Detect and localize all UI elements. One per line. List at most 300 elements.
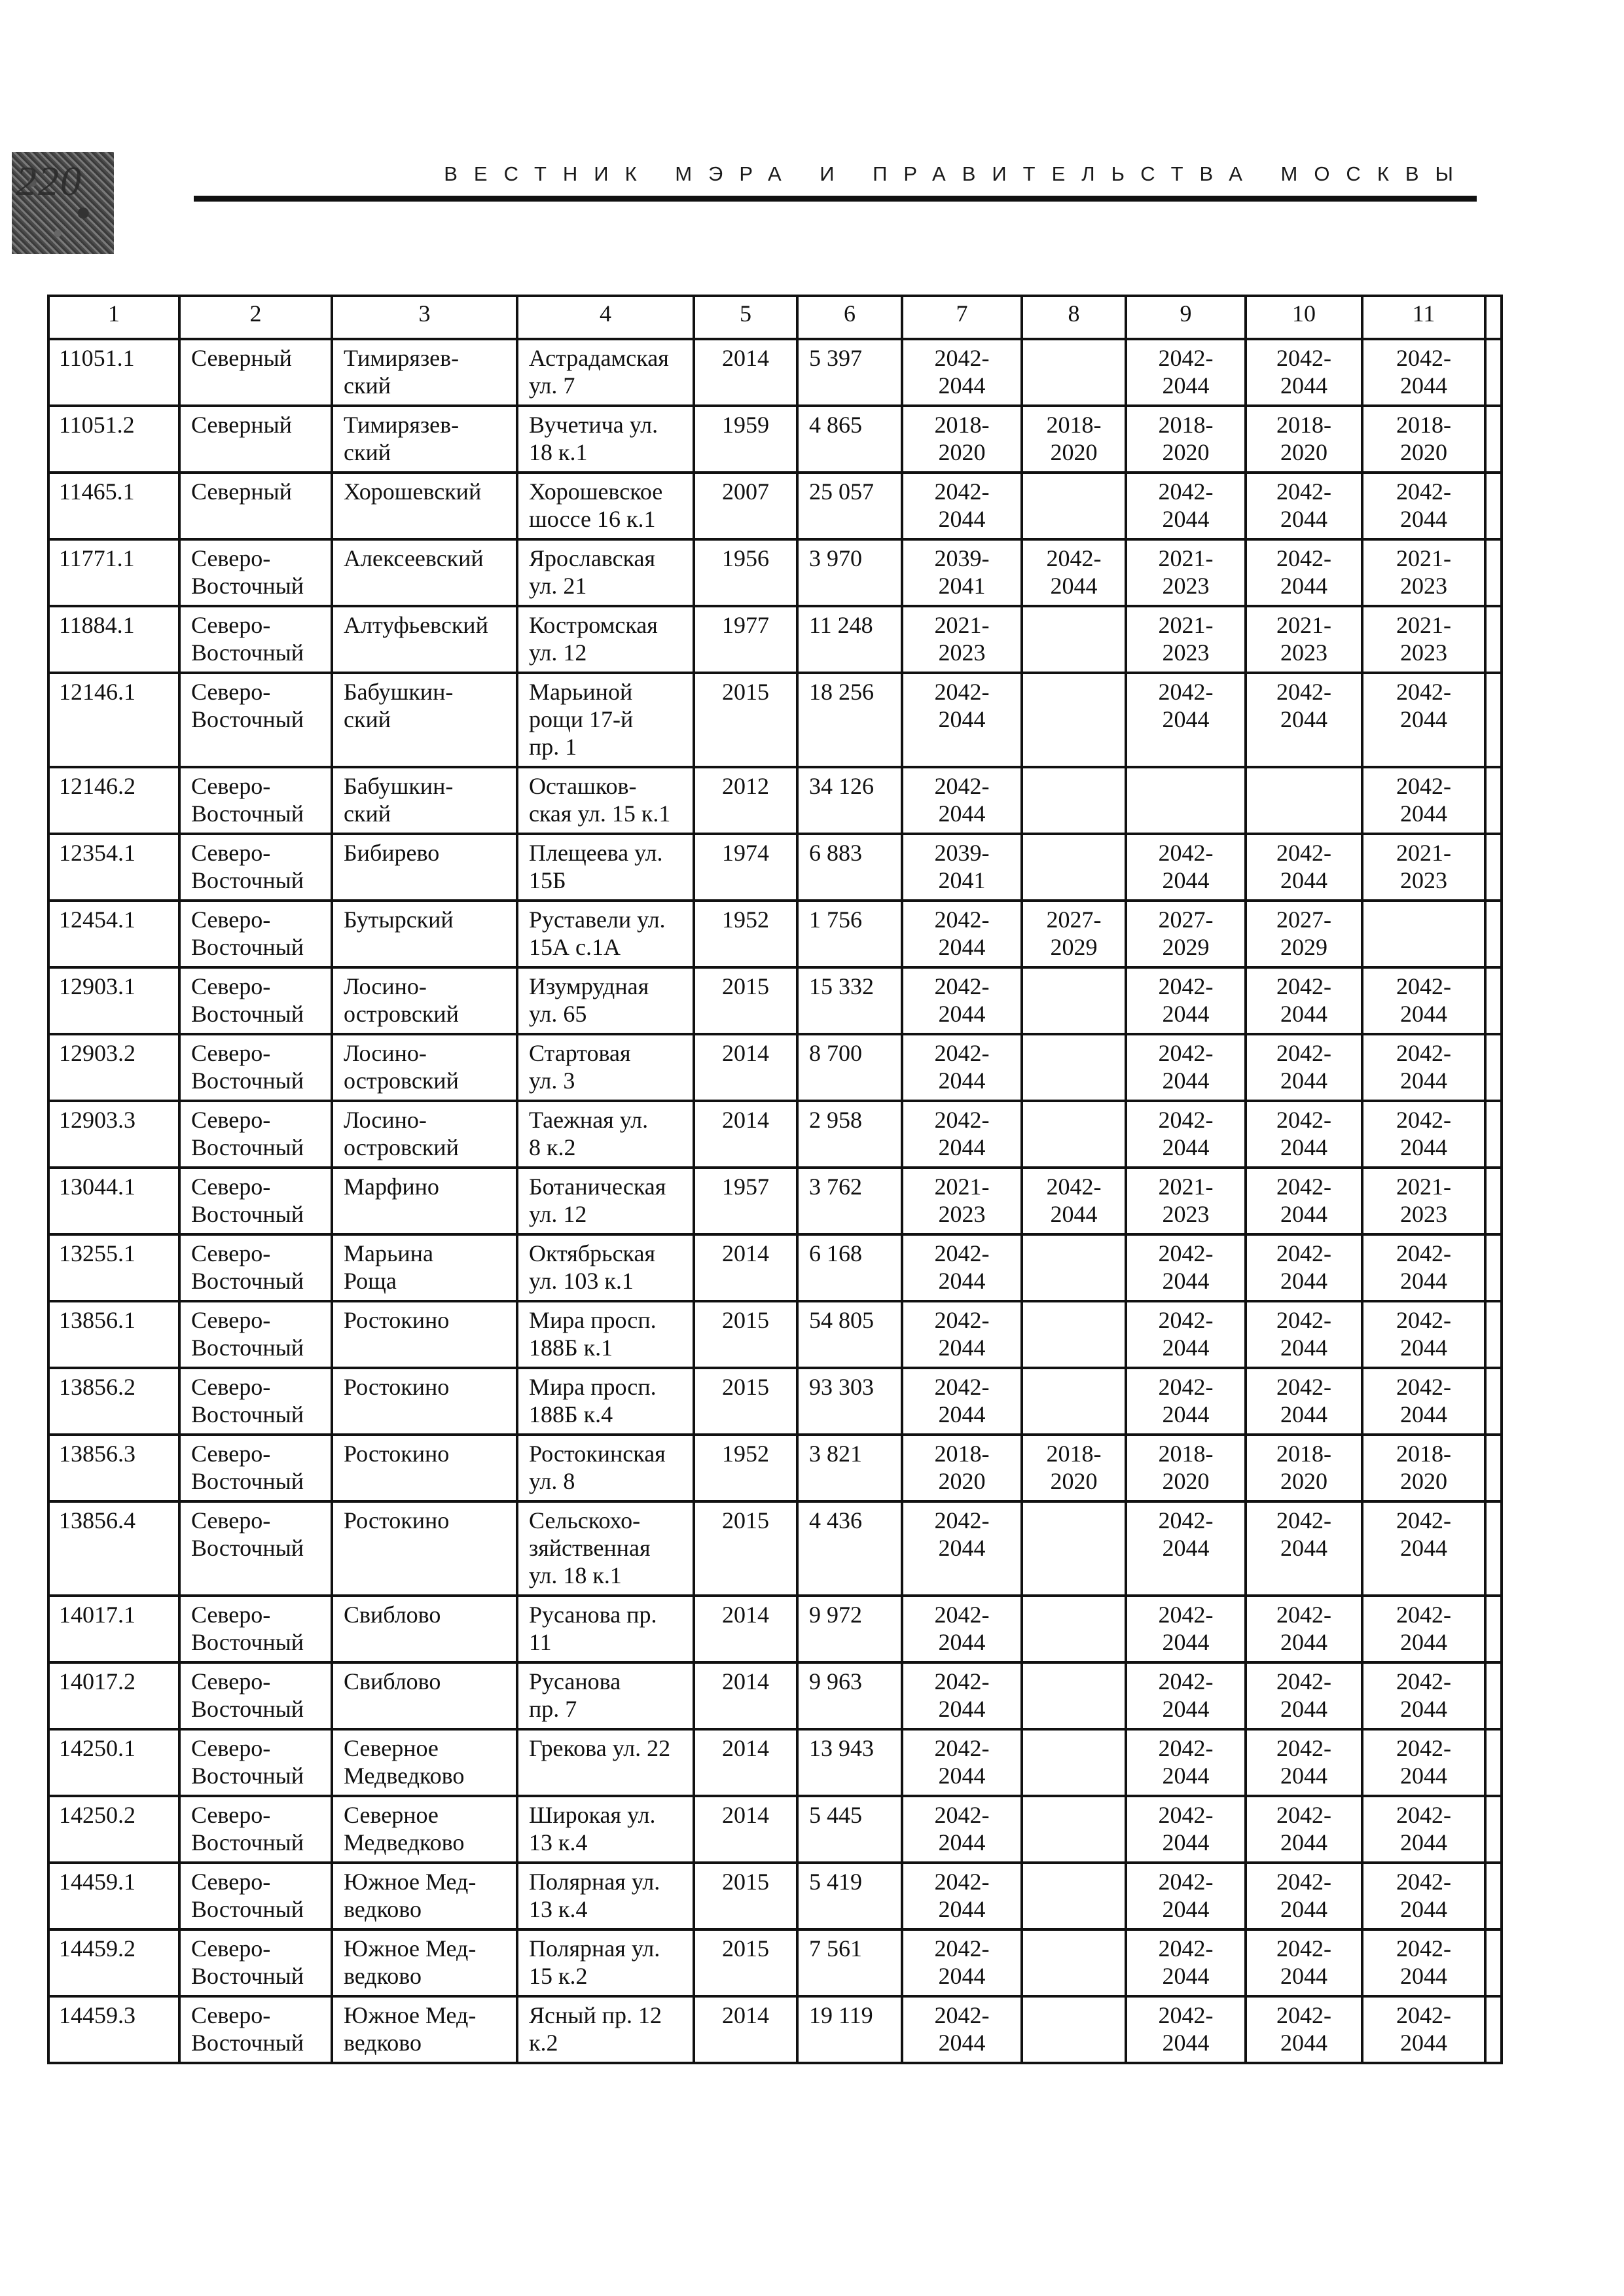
extra-cell [1485,1301,1502,1368]
object-id-cell: 12146.2 [48,767,179,834]
period-7-cell: 2042- 2044 [902,767,1022,834]
floor-area-cell: 9 963 [797,1662,902,1729]
period-7-cell: 2021- 2023 [902,1168,1022,1234]
area-cell: Хорошевский [332,473,517,539]
build-year-cell: 2012 [694,767,797,834]
area-cell: Южное Мед- ведково [332,1929,517,1996]
extra-cell [1485,1996,1502,2063]
address-cell: Руставели ул. 15А с.1А [517,901,694,967]
address-cell: Вучетича ул. 18 к.1 [517,406,694,473]
period-7-cell: 2042- 2044 [902,1234,1022,1301]
period-10-cell [1246,767,1362,834]
object-id-cell: 14250.2 [48,1796,179,1863]
period-10-cell: 2042- 2044 [1246,1368,1362,1435]
period-8-cell [1022,339,1126,406]
extra-cell [1485,1596,1502,1662]
extra-cell [1485,473,1502,539]
floor-area-cell: 34 126 [797,767,902,834]
area-cell: Лосино- островский [332,967,517,1034]
district-cell: Северный [179,473,332,539]
extra-cell [1485,339,1502,406]
period-8-cell [1022,1368,1126,1435]
object-id-cell: 13044.1 [48,1168,179,1234]
area-cell: Северное Медведково [332,1796,517,1863]
period-7-cell: 2042- 2044 [902,1929,1022,1996]
build-year-cell: 2014 [694,1796,797,1863]
object-id-cell: 14017.2 [48,1662,179,1729]
floor-area-cell: 1 756 [797,901,902,967]
table-row [48,1234,1502,1301]
period-10-cell: 2027- 2029 [1246,901,1362,967]
column-header-11: 11 [1362,296,1485,339]
floor-area-cell: 6 883 [797,834,902,901]
period-10-cell: 2042- 2044 [1246,1168,1362,1234]
district-cell: Северо- Восточный [179,1168,332,1234]
period-7-cell: 2042- 2044 [902,339,1022,406]
table-row [48,539,1502,606]
object-id-cell: 11051.2 [48,406,179,473]
build-year-cell: 2015 [694,967,797,1034]
period-8-cell [1022,1101,1126,1168]
period-10-cell: 2042- 2044 [1246,834,1362,901]
column-header-7: 7 [902,296,1022,339]
period-10-cell: 2042- 2044 [1246,473,1362,539]
period-8-cell [1022,967,1126,1034]
period-11-cell: 2042- 2044 [1362,1034,1485,1101]
period-7-cell: 2018- 2020 [902,1435,1022,1501]
period-11-cell: 2042- 2044 [1362,473,1485,539]
period-11-cell: 2042- 2044 [1362,1301,1485,1368]
period-9-cell: 2042- 2044 [1126,1301,1246,1368]
period-7-cell: 2018- 2020 [902,406,1022,473]
floor-area-cell: 13 943 [797,1729,902,1796]
object-id-cell: 12903.1 [48,967,179,1034]
table-row [48,606,1502,673]
period-9-cell: 2042- 2044 [1126,967,1246,1034]
district-cell: Северо- Восточный [179,1034,332,1101]
period-8-cell [1022,767,1126,834]
period-11-cell: 2018- 2020 [1362,406,1485,473]
period-7-cell: 2042- 2044 [902,967,1022,1034]
period-10-cell: 2042- 2044 [1246,1729,1362,1796]
district-cell: Северо- Восточный [179,1863,332,1929]
area-cell: Бабушкин- ский [332,673,517,767]
period-7-cell: 2042- 2044 [902,901,1022,967]
floor-area-cell: 4 436 [797,1501,902,1596]
district-cell: Северо- Восточный [179,673,332,767]
district-cell: Северо- Восточный [179,1368,332,1435]
period-9-cell: 2042- 2044 [1126,1501,1246,1596]
area-cell: Алексеевский [332,539,517,606]
area-cell: Марьина Роща [332,1234,517,1301]
area-cell: Лосино- островский [332,1101,517,1168]
build-year-cell: 2015 [694,1501,797,1596]
period-8-cell [1022,1996,1126,2063]
period-7-cell: 2042- 2044 [902,473,1022,539]
period-10-cell: 2042- 2044 [1246,1662,1362,1729]
district-cell: Северо- Восточный [179,967,332,1034]
build-year-cell: 2015 [694,673,797,767]
area-cell: Северное Медведково [332,1729,517,1796]
period-8-cell [1022,1234,1126,1301]
address-cell: Изумрудная ул. 65 [517,967,694,1034]
period-7-cell: 2042- 2044 [902,1501,1022,1596]
object-id-cell: 13856.2 [48,1368,179,1435]
extra-cell [1485,1501,1502,1596]
district-cell: Северо- Восточный [179,1301,332,1368]
district-cell: Северо- Восточный [179,1435,332,1501]
table-row [48,1101,1502,1168]
area-cell: Ростокино [332,1368,517,1435]
address-cell: Ярославская ул. 21 [517,539,694,606]
district-cell: Северный [179,339,332,406]
period-11-cell: 2021- 2023 [1362,1168,1485,1234]
column-header-9: 9 [1126,296,1246,339]
period-10-cell: 2042- 2044 [1246,1796,1362,1863]
address-cell: Таежная ул. 8 к.2 [517,1101,694,1168]
table-row [48,339,1502,406]
table-row [48,1596,1502,1662]
floor-area-cell: 4 865 [797,406,902,473]
object-id-cell: 13856.3 [48,1435,179,1501]
build-year-cell: 2007 [694,473,797,539]
header-rule [194,196,1477,202]
period-7-cell: 2039- 2041 [902,539,1022,606]
table-row [48,1863,1502,1929]
extra-cell [1485,539,1502,606]
period-9-cell: 2018- 2020 [1126,1435,1246,1501]
period-11-cell: 2042- 2044 [1362,673,1485,767]
period-11-cell: 2042- 2044 [1362,1929,1485,1996]
area-cell: Ростокино [332,1301,517,1368]
table-row [48,1796,1502,1863]
extra-cell [1485,1168,1502,1234]
object-id-cell: 11884.1 [48,606,179,673]
floor-area-cell: 3 970 [797,539,902,606]
extra-cell [1485,967,1502,1034]
period-11-cell: 2042- 2044 [1362,1234,1485,1301]
build-year-cell: 2015 [694,1301,797,1368]
period-7-cell: 2039- 2041 [902,834,1022,901]
area-cell: Южное Мед- ведково [332,1863,517,1929]
floor-area-cell: 6 168 [797,1234,902,1301]
period-10-cell: 2018- 2020 [1246,406,1362,473]
address-cell: Ясный пр. 12 к.2 [517,1996,694,2063]
address-cell: Русанова пр. 11 [517,1596,694,1662]
extra-cell [1485,1101,1502,1168]
extra-cell [1485,1863,1502,1929]
district-cell: Северный [179,406,332,473]
period-8-cell [1022,1301,1126,1368]
period-10-cell: 2042- 2044 [1246,673,1362,767]
table-row [48,1168,1502,1234]
floor-area-cell: 8 700 [797,1034,902,1101]
period-7-cell: 2042- 2044 [902,1301,1022,1368]
period-11-cell: 2042- 2044 [1362,1501,1485,1596]
extra-cell [1485,901,1502,967]
period-8-cell [1022,1729,1126,1796]
floor-area-cell: 15 332 [797,967,902,1034]
address-cell: Плещеева ул. 15Б [517,834,694,901]
area-cell: Лосино- островский [332,1034,517,1101]
period-10-cell: 2042- 2044 [1246,1596,1362,1662]
period-10-cell: 2042- 2044 [1246,967,1362,1034]
period-11-cell: 2042- 2044 [1362,1796,1485,1863]
extra-cell [1485,1368,1502,1435]
district-cell: Северо- Восточный [179,767,332,834]
period-8-cell: 2018- 2020 [1022,1435,1126,1501]
area-cell: Бибирево [332,834,517,901]
period-10-cell: 2042- 2044 [1246,1101,1362,1168]
period-8-cell [1022,1501,1126,1596]
district-cell: Северо- Восточный [179,1596,332,1662]
floor-area-cell: 93 303 [797,1368,902,1435]
period-11-cell: 2042- 2044 [1362,1729,1485,1796]
table-row [48,1435,1502,1501]
object-id-cell: 14017.1 [48,1596,179,1662]
building-registry-table [47,295,1503,2064]
period-9-cell: 2042- 2044 [1126,339,1246,406]
period-7-cell: 2042- 2044 [902,1729,1022,1796]
period-9-cell: 2042- 2044 [1126,1662,1246,1729]
build-year-cell: 2014 [694,1234,797,1301]
extra-cell [1485,1435,1502,1501]
period-9-cell: 2042- 2044 [1126,1996,1246,2063]
period-7-cell: 2042- 2044 [902,1796,1022,1863]
floor-area-cell: 19 119 [797,1996,902,2063]
period-7-cell: 2042- 2044 [902,1996,1022,2063]
area-cell: Алтуфьевский [332,606,517,673]
period-11-cell: 2042- 2044 [1362,1863,1485,1929]
period-10-cell: 2042- 2044 [1246,1301,1362,1368]
district-cell: Северо- Восточный [179,1729,332,1796]
address-cell: Ростокинская ул. 8 [517,1435,694,1501]
period-9-cell: 2042- 2044 [1126,834,1246,901]
floor-area-cell: 5 397 [797,339,902,406]
object-id-cell: 14459.3 [48,1996,179,2063]
district-cell: Северо- Восточный [179,1234,332,1301]
district-cell: Северо- Восточный [179,1796,332,1863]
period-11-cell [1362,901,1485,967]
period-9-cell [1126,767,1246,834]
table-row [48,473,1502,539]
district-cell: Северо- Восточный [179,606,332,673]
area-cell: Ростокино [332,1501,517,1596]
object-id-cell: 12454.1 [48,901,179,967]
table-row [48,767,1502,834]
period-11-cell: 2042- 2044 [1362,339,1485,406]
period-9-cell: 2018- 2020 [1126,406,1246,473]
object-id-cell: 12903.3 [48,1101,179,1168]
address-cell: Грекова ул. 22 [517,1729,694,1796]
period-7-cell: 2042- 2044 [902,1863,1022,1929]
extra-cell [1485,606,1502,673]
period-10-cell: 2042- 2044 [1246,1234,1362,1301]
floor-area-cell: 3 762 [797,1168,902,1234]
district-cell: Северо- Восточный [179,1501,332,1596]
object-id-cell: 13856.4 [48,1501,179,1596]
build-year-cell: 1952 [694,901,797,967]
table-row [48,673,1502,767]
address-cell: Октябрьская ул. 103 к.1 [517,1234,694,1301]
column-header-8: 8 [1022,296,1126,339]
period-10-cell: 2042- 2044 [1246,1996,1362,2063]
period-8-cell [1022,1034,1126,1101]
object-id-cell: 14459.2 [48,1929,179,1996]
period-10-cell: 2018- 2020 [1246,1435,1362,1501]
column-header-1: 1 [48,296,179,339]
column-header-2: 2 [179,296,332,339]
period-7-cell: 2042- 2044 [902,1368,1022,1435]
period-7-cell: 2042- 2044 [902,1034,1022,1101]
address-cell: Осташков- ская ул. 15 к.1 [517,767,694,834]
address-cell: Полярная ул. 13 к.4 [517,1863,694,1929]
address-cell: Костромская ул. 12 [517,606,694,673]
period-8-cell [1022,606,1126,673]
period-11-cell: 2042- 2044 [1362,767,1485,834]
extra-cell [1485,767,1502,834]
table-row [48,901,1502,967]
column-header-6: 6 [797,296,902,339]
district-cell: Северо- Восточный [179,1929,332,1996]
period-10-cell: 2042- 2044 [1246,1929,1362,1996]
build-year-cell: 2014 [694,339,797,406]
extra-cell [1485,1796,1502,1863]
period-8-cell: 2042- 2044 [1022,539,1126,606]
period-11-cell: 2042- 2044 [1362,1368,1485,1435]
table-row [48,967,1502,1034]
table-row [48,406,1502,473]
period-10-cell: 2021- 2023 [1246,606,1362,673]
period-11-cell: 2042- 2044 [1362,967,1485,1034]
address-cell: Полярная ул. 15 к.2 [517,1929,694,1996]
build-year-cell: 2014 [694,1729,797,1796]
table-row [48,1662,1502,1729]
period-11-cell: 2021- 2023 [1362,834,1485,901]
build-year-cell: 1952 [694,1435,797,1501]
floor-area-cell: 2 958 [797,1101,902,1168]
table-row [48,834,1502,901]
extra-cell [1485,834,1502,901]
table-row [48,1929,1502,1996]
period-9-cell: 2042- 2044 [1126,1729,1246,1796]
floor-area-cell: 9 972 [797,1596,902,1662]
build-year-cell: 2014 [694,1596,797,1662]
object-id-cell: 13255.1 [48,1234,179,1301]
period-9-cell: 2042- 2044 [1126,1101,1246,1168]
area-cell: Бабушкин- ский [332,767,517,834]
period-11-cell: 2021- 2023 [1362,606,1485,673]
period-10-cell: 2042- 2044 [1246,539,1362,606]
object-id-cell: 12903.2 [48,1034,179,1101]
address-cell: Широкая ул. 13 к.4 [517,1796,694,1863]
period-10-cell: 2042- 2044 [1246,1501,1362,1596]
table-row [48,1034,1502,1101]
period-11-cell: 2042- 2044 [1362,1101,1485,1168]
column-header-5: 5 [694,296,797,339]
floor-area-cell: 18 256 [797,673,902,767]
address-cell: Астрадамская ул. 7 [517,339,694,406]
extra-cell [1485,1662,1502,1729]
build-year-cell: 2014 [694,1662,797,1729]
area-cell: Тимирязев- ский [332,339,517,406]
area-cell: Тимирязев- ский [332,406,517,473]
period-7-cell: 2021- 2023 [902,606,1022,673]
extra-cell [1485,673,1502,767]
table-header-row [48,296,1502,339]
address-cell: Мира просп. 188Б к.4 [517,1368,694,1435]
object-id-cell: 11771.1 [48,539,179,606]
build-year-cell: 2015 [694,1929,797,1996]
build-year-cell: 1977 [694,606,797,673]
period-9-cell: 2042- 2044 [1126,1596,1246,1662]
table-row [48,1996,1502,2063]
extra-cell [1485,1729,1502,1796]
build-year-cell: 2015 [694,1863,797,1929]
floor-area-cell: 5 419 [797,1863,902,1929]
area-cell: Бутырский [332,901,517,967]
build-year-cell: 1959 [694,406,797,473]
extra-cell [1485,1034,1502,1101]
area-cell: Ростокино [332,1435,517,1501]
period-7-cell: 2042- 2044 [902,1596,1022,1662]
column-header-4: 4 [517,296,694,339]
period-8-cell [1022,1863,1126,1929]
period-11-cell: 2042- 2044 [1362,1662,1485,1729]
column-header-10: 10 [1246,296,1362,339]
district-cell: Северо- Восточный [179,1996,332,2063]
object-id-cell: 11051.1 [48,339,179,406]
period-8-cell: 2018- 2020 [1022,406,1126,473]
build-year-cell: 1957 [694,1168,797,1234]
period-9-cell: 2027- 2029 [1126,901,1246,967]
district-cell: Северо- Восточный [179,1662,332,1729]
area-cell: Свиблово [332,1596,517,1662]
address-cell: Ботаническая ул. 12 [517,1168,694,1234]
period-7-cell: 2042- 2044 [902,673,1022,767]
period-7-cell: 2042- 2044 [902,1101,1022,1168]
district-cell: Северо- Восточный [179,901,332,967]
extra-cell [1485,1929,1502,1996]
table-row [48,1301,1502,1368]
floor-area-cell: 5 445 [797,1796,902,1863]
period-11-cell: 2042- 2044 [1362,1596,1485,1662]
column-header-3: 3 [332,296,517,339]
district-cell: Северо- Восточный [179,1101,332,1168]
page-number: 220 [16,158,82,204]
floor-area-cell: 54 805 [797,1301,902,1368]
build-year-cell: 2014 [694,1101,797,1168]
period-9-cell: 2042- 2044 [1126,1368,1246,1435]
build-year-cell: 2015 [694,1368,797,1435]
district-cell: Северо- Восточный [179,834,332,901]
address-cell: Марьиной рощи 17-й пр. 1 [517,673,694,767]
address-cell: Стартовая ул. 3 [517,1034,694,1101]
address-cell: Мира просп. 188Б к.1 [517,1301,694,1368]
object-id-cell: 11465.1 [48,473,179,539]
build-year-cell: 2014 [694,1034,797,1101]
floor-area-cell: 3 821 [797,1435,902,1501]
object-id-cell: 12146.1 [48,673,179,767]
period-9-cell: 2042- 2044 [1126,673,1246,767]
address-cell: Сельскохо- зяйственная ул. 18 к.1 [517,1501,694,1596]
table-row [48,1368,1502,1435]
period-9-cell: 2042- 2044 [1126,1863,1246,1929]
area-cell: Свиблово [332,1662,517,1729]
district-cell: Северо- Восточный [179,539,332,606]
period-9-cell: 2021- 2023 [1126,1168,1246,1234]
period-7-cell: 2042- 2044 [902,1662,1022,1729]
